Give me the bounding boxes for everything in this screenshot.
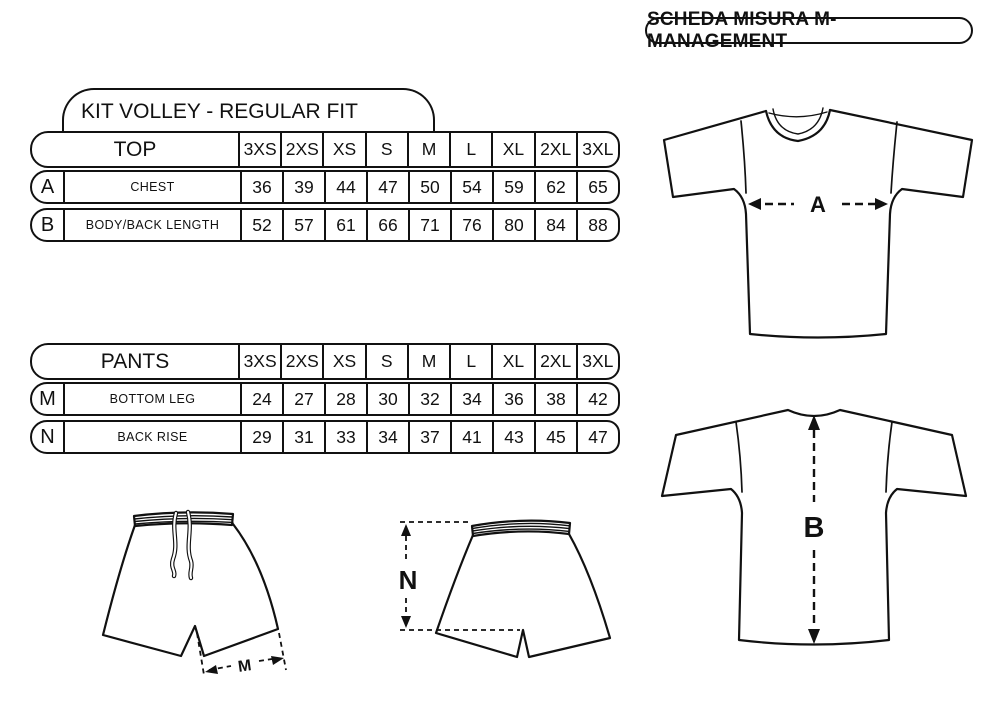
table-title: PANTS: [32, 345, 240, 378]
size-header: S: [367, 133, 409, 166]
table-title: TOP: [32, 133, 240, 166]
cell-value: 43: [494, 422, 536, 452]
cell-value: 41: [452, 422, 494, 452]
size-header: M: [409, 133, 451, 166]
cell-value: 76: [452, 210, 494, 240]
cell-value: 52: [242, 210, 284, 240]
arrowhead-right: [271, 656, 284, 665]
collar-back-edge: [769, 112, 827, 117]
cell-value: 47: [588, 426, 608, 447]
cell-value: 34: [368, 422, 410, 452]
table-row-body-length: [30, 208, 620, 242]
size-header: S: [367, 345, 409, 378]
shirt-front-outline: [664, 110, 972, 338]
row-label: BODY/BACK LENGTH: [65, 210, 242, 240]
size-header: 3XL: [582, 139, 614, 159]
cell-value: 37: [410, 422, 452, 452]
kit-label: KIT VOLLEY - REGULAR FIT: [81, 100, 358, 123]
arrowhead-down: [401, 616, 411, 628]
back-rise-arrow: [399, 522, 520, 630]
table-row-chest: [30, 170, 620, 204]
cell-value: 32: [410, 384, 452, 414]
cell-value: 34: [452, 384, 494, 414]
table-row-back-rise: [30, 420, 620, 454]
cell-value: 71: [410, 210, 452, 240]
row-letter: A: [32, 172, 65, 202]
sleeve-seam-right: [891, 122, 897, 193]
cell-value: 59: [494, 172, 536, 202]
row-label: BACK RISE: [65, 422, 242, 452]
top-table-header-row: [30, 131, 620, 168]
arrowhead-up: [808, 415, 820, 430]
arrowhead-up: [401, 524, 411, 536]
sleeve-seam-right: [886, 422, 892, 492]
arrowhead-left: [748, 198, 761, 210]
size-header: XS: [324, 133, 366, 166]
shirt-back-diagram: [652, 402, 982, 664]
size-header: L: [451, 345, 493, 378]
cell-value: 57: [284, 210, 326, 240]
cell-value: 80: [494, 210, 536, 240]
cell-value: 65: [588, 176, 608, 197]
bottom-leg-arrow-label: M: [237, 657, 253, 676]
size-header: 2XS: [282, 345, 324, 378]
cell-value: 36: [242, 172, 284, 202]
cell-value: 27: [284, 384, 326, 414]
cell-value: 61: [326, 210, 368, 240]
back-rise-arrow-label: N: [398, 565, 418, 595]
sleeve-seam-left: [741, 121, 746, 193]
arrowhead-right: [875, 198, 888, 210]
cell-value: 66: [368, 210, 410, 240]
cell-value: 28: [326, 384, 368, 414]
shorts-back-diagram: [392, 505, 692, 670]
row-label: BOTTOM LEG: [65, 384, 242, 414]
sheet-title-box: [645, 8, 973, 52]
table-row-bottom-leg: [30, 382, 620, 416]
row-letter: M: [32, 384, 65, 414]
cell-value: 62: [536, 172, 578, 202]
cell-value: 30: [368, 384, 410, 414]
shorts-front-diagram: [93, 505, 318, 685]
shorts-back-outline: [436, 534, 610, 657]
cell-value: 39: [284, 172, 326, 202]
size-header: 3XS: [240, 133, 282, 166]
cell-value: 50: [410, 172, 452, 202]
collar-inner: [773, 108, 823, 134]
cell-value: 31: [284, 422, 326, 452]
cell-value: 42: [588, 388, 608, 409]
size-header: 3XL: [582, 351, 614, 371]
size-header: L: [451, 133, 493, 166]
size-header: 3XS: [240, 345, 282, 378]
cell-value: 54: [452, 172, 494, 202]
size-header: XS: [324, 345, 366, 378]
size-header: M: [409, 345, 451, 378]
cell-value: 38: [536, 384, 578, 414]
pants-table-header-row: [30, 343, 620, 380]
body-length-arrow-label: B: [803, 512, 825, 544]
extension-line: [279, 633, 286, 670]
row-letter: B: [32, 210, 65, 240]
chest-arrow-label: A: [810, 192, 826, 217]
cell-value: 45: [536, 422, 578, 452]
chest-arrow: [748, 192, 888, 217]
cell-value: 33: [326, 422, 368, 452]
cell-value: 29: [242, 422, 284, 452]
size-header: XL: [493, 133, 535, 166]
sleeve-seam-left: [736, 422, 742, 492]
size-header: XL: [493, 345, 535, 378]
cell-value: 24: [242, 384, 284, 414]
size-header: 2XS: [282, 133, 324, 166]
arrowhead-down: [808, 629, 820, 644]
size-header: 2XL: [536, 345, 578, 378]
cell-value: 36: [494, 384, 536, 414]
row-letter: N: [32, 422, 65, 452]
row-label: CHEST: [65, 172, 242, 202]
shirt-front-diagram: [648, 100, 988, 346]
cell-value: 84: [536, 210, 578, 240]
cell-value: 47: [368, 172, 410, 202]
body-length-arrow: [804, 415, 825, 644]
cell-value: 88: [588, 214, 608, 235]
cell-value: 44: [326, 172, 368, 202]
size-header: 2XL: [536, 133, 578, 166]
sheet-title: SCHEDA MISURA M-MANAGEMENT: [647, 8, 837, 52]
